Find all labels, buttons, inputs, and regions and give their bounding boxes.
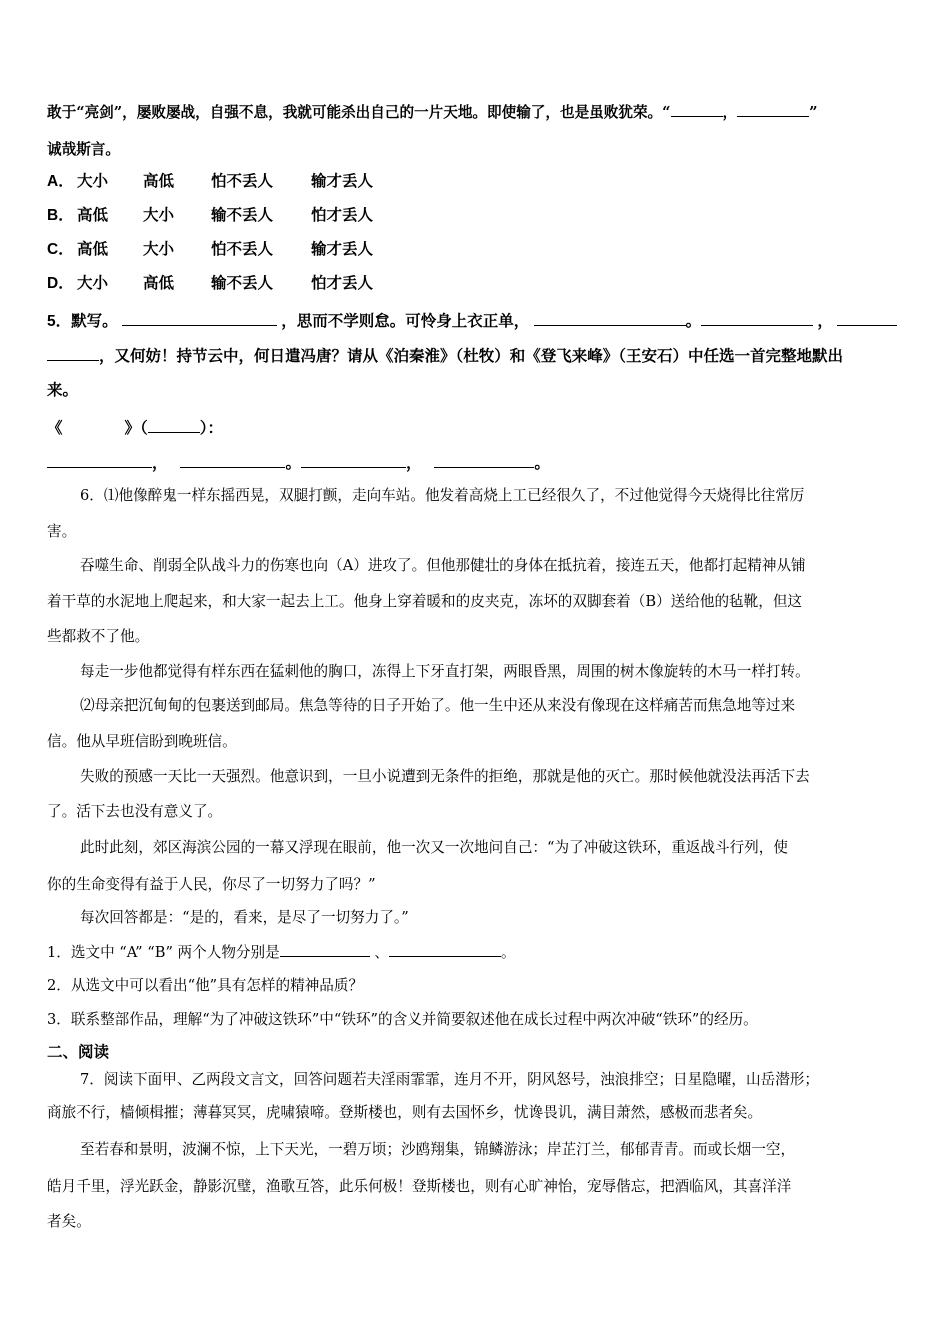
answer-blank <box>737 102 809 117</box>
answer-blank <box>180 453 285 468</box>
q6-line: 每走一步他都觉得有样东西在猛刺他的胸口，冻得上下牙直打架，两眼昏黑，周围的树木像旋转的木马一样打转。 <box>80 663 810 680</box>
option-label: D． <box>47 275 74 292</box>
q7-line: 7．阅读下面甲、乙两段文言文，回答问题若夫淫雨霏霏，连月不开，阴风怒号，浊浪排空；日星隐曜，山岳潜形； <box>80 1071 819 1088</box>
q4-line-1 <box>47 102 818 123</box>
answer-blank <box>301 453 406 468</box>
answer-blank <box>122 311 277 326</box>
q7-line: 商旅不行，樯倾楫摧；薄暮冥冥，虎啸猿啼。登斯楼也，则有去国怀乡，忧谗畏讥，满目萧然，感极而悲者矣。 <box>47 1104 763 1121</box>
text: 《 <box>47 420 63 437</box>
answer-blank <box>534 311 686 326</box>
option-label: C． <box>47 241 74 258</box>
option-item: 输才丢人 <box>311 241 374 258</box>
text: 。 <box>534 455 550 472</box>
option-item: 大小 <box>77 275 109 292</box>
answer-blank <box>701 311 813 326</box>
option-item: 高低 <box>77 207 109 224</box>
q6-line: 每次回答都是：“是的，看来，是尽了一切努力了。” <box>80 909 409 926</box>
option-item: 大小 <box>143 207 175 224</box>
q6-line: 失败的预感一天比一天强烈。他意识到，一旦小说遭到无条件的拒绝，那就是他的灭亡。那时候他就没法再活下去 <box>80 768 810 785</box>
option-item: 输不丢人 <box>211 275 274 292</box>
option-label: A． <box>47 173 74 190</box>
q6-line: 此时此刻，郊区海滨公园的一幕又浮现在眼前，他一次又一次地问自己：“为了冲破这铁环，重返战斗行列，使 <box>80 839 788 856</box>
text: 敢于“亮剑”，屡败屡战，自强不息，我就可能杀出自己的一片天地。即使输了，也是虽败犹荣。“ <box>47 104 671 121</box>
answer-blank <box>280 942 370 957</box>
q6-line: 信。他从早班信盼到晚班信。 <box>47 733 237 750</box>
option-a <box>47 172 373 192</box>
option-item: 输才丢人 <box>311 173 374 190</box>
text: ” <box>809 104 818 121</box>
text: ， <box>152 455 168 472</box>
text: 。 <box>500 944 516 961</box>
text: 、 <box>374 944 389 961</box>
option-item: 怕才丢人 <box>311 275 374 292</box>
q7-line: 皓月千里，浮光跃金，静影沉璧，渔歌互答，此乐何极！登斯楼也，则有心旷神怡，宠辱偕忘，把酒临风，其喜洋洋 <box>47 1178 792 1195</box>
answer-blank <box>389 942 501 957</box>
q5-line-5 <box>47 453 550 474</box>
q6-line: 6．⑴他像醉鬼一样东摇西晃，双腿打颤，走向车站。他发着高烧上工已经很久了，不过他觉得今天烧得比往常厉 <box>80 487 805 504</box>
option-item: 高低 <box>143 275 175 292</box>
q5-line-2 <box>47 346 843 367</box>
answer-blank <box>47 453 152 468</box>
q7-line: 者矣。 <box>47 1213 91 1230</box>
q6-line: 吞噬生命、削弱全队战斗力的伤寒也向（A）进攻了。但他那健壮的身体在抵抗着，接连五天，他都打起精神从铺 <box>80 557 806 574</box>
q6-subquestion-1 <box>47 942 516 963</box>
q6-line: 些都救不了他。 <box>47 628 150 645</box>
q5-line-4 <box>47 418 223 439</box>
text: ）： <box>199 420 224 437</box>
q7-line: 至若春和景明，波澜不惊，上下天光，一碧万顷；沙鸥翔集，锦鳞游泳；岸芷汀兰，郁郁青青。而或长烟一空， <box>80 1141 796 1158</box>
option-item: 高低 <box>143 173 175 190</box>
option-d <box>47 274 373 294</box>
q6-line: ⑵母亲把沉甸甸的包裹送到邮局。焦急等待的日子开始了。他一生中还从来没有像现在这样痛苦而焦急地等过来 <box>80 697 796 714</box>
option-item: 怕才丢人 <box>311 207 374 224</box>
q6-line: 你的生命变得有益于人民，你尽了一切努力了吗？” <box>47 876 376 893</box>
q4-line-2: 诚哉斯言。 <box>47 141 120 158</box>
option-c <box>47 240 373 260</box>
q6-subquestion-2: 2．从选文中可以看出“他”具有怎样的精神品质？ <box>47 977 364 994</box>
option-item: 输不丢人 <box>211 207 274 224</box>
option-item: 高低 <box>77 241 109 258</box>
answer-blank <box>671 102 723 117</box>
option-item: 怕不丢人 <box>211 241 274 258</box>
text: 》（ <box>124 420 148 437</box>
section-heading: 二、阅读 <box>47 1044 110 1061</box>
option-item: 大小 <box>143 241 175 258</box>
text: 5．默写。 <box>47 313 118 330</box>
answer-blank <box>47 346 99 361</box>
text: 。 <box>685 313 702 330</box>
q6-line: 了。活下去也没有意义了。 <box>47 803 223 820</box>
option-item: 怕不丢人 <box>211 173 274 190</box>
option-label: B． <box>47 207 74 224</box>
text: 1．选文中 “A” “B” 两个人物分别是 <box>47 944 280 961</box>
q5-line-3: 来。 <box>47 382 79 399</box>
text: 。 <box>285 455 301 472</box>
q6-line: 害。 <box>47 523 77 540</box>
q5-line-1 <box>47 311 897 332</box>
answer-blank <box>837 311 897 326</box>
text: ，思而不学则怠。可怜身上衣正单， <box>281 313 530 330</box>
option-b <box>47 206 373 226</box>
text: ，又何妨！持节云中，何日遣冯唐？请从《泊秦淮》（杜牧）和《登飞来峰》（王安石）中任选一首完整地默出 <box>99 348 844 365</box>
text: ， <box>722 104 738 121</box>
text: ， <box>817 313 833 330</box>
q6-subquestion-3: 3．联系整部作品，理解“为了冲破这铁环”中“铁环”的含义并简要叙述他在成长过程中两次冲破“铁环”的经历。 <box>47 1011 758 1028</box>
answer-blank <box>434 453 534 468</box>
text: ， <box>405 455 422 472</box>
option-item: 大小 <box>77 173 109 190</box>
answer-blank <box>148 418 200 433</box>
q6-line: 着干草的水泥地上爬起来，和大家一起去上工。他身上穿着暖和的皮夹克，冻坏的双脚套着（B）送给他的毡靴，但这 <box>47 593 803 610</box>
